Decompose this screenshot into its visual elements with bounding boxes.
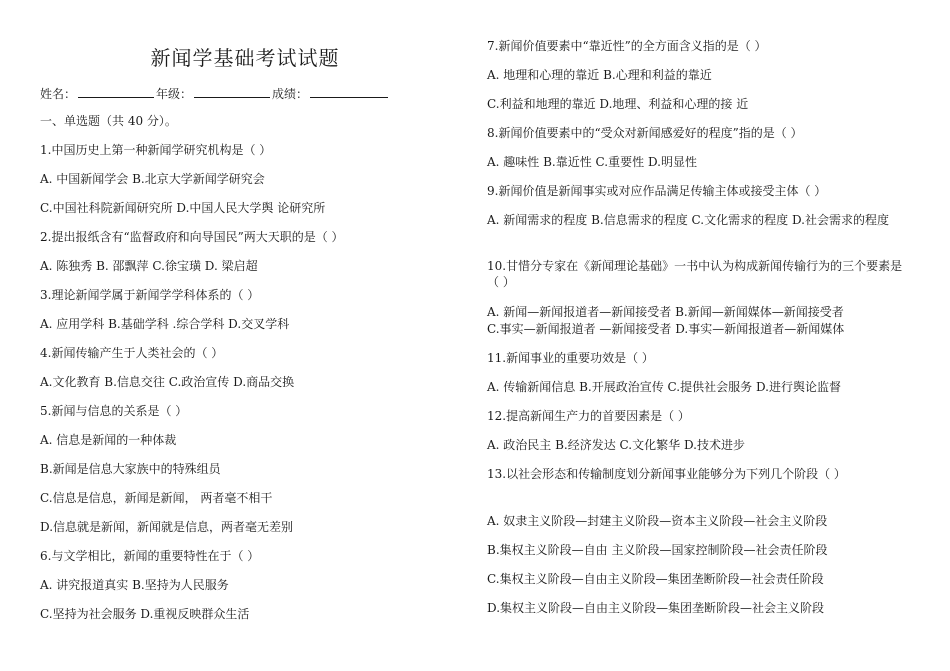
option-line: B.集权主义阶段—自由 主义阶段—国家控制阶段—社会责任阶段 — [487, 543, 828, 557]
option-line: C.信息是信息，新闻是新闻， 两者毫不相干 — [40, 491, 273, 505]
option-line: A. 政治民主 B.经济发达 C.文化繁华 D.技术进步 — [487, 438, 745, 452]
question-line: 8.新闻价值要素中的“受众对新闻感爱好的程度”指的是（ ） — [487, 126, 803, 140]
option-line: A. 讲究报道真实 B.坚持为人民服务 — [40, 578, 229, 592]
option-line: A. 新闻—新闻报道者—新闻接受者 B.新闻—新闻媒体—新闻接受者 — [487, 305, 844, 319]
question-line: 4.新闻传输产生于人类社会的（ ） — [40, 346, 224, 360]
option-line: C.集权主义阶段—自由主义阶段—集团垄断阶段—社会责任阶段 — [487, 572, 824, 586]
option-line: A. 新闻需求的程度 B.信息需求的程度 C.文化需求的程度 D.社会需求的程度 — [487, 213, 889, 227]
question-line: 5.新闻与信息的关系是（ ） — [40, 404, 188, 418]
question-line: 1.中国历史上第一种新闻学研究机构是（ ） — [40, 143, 272, 157]
option-line: A. 陈独秀 B. 邵飘萍 C.徐宝璜 D. 梁启超 — [40, 259, 258, 273]
option-line: C.事实—新闻报道者 —新闻接受者 D.事实—新闻报道者—新闻媒体 — [487, 322, 845, 336]
option-line: B.新闻是信息大家族中的特殊组员 — [40, 462, 221, 476]
grade-label: 年级： — [156, 87, 193, 101]
exam-title: 新闻学基础考试试题 — [150, 46, 340, 70]
question-line: 9.新闻价值是新闻事实或对应作品满足传输主体或接受主体（ ） — [487, 184, 827, 198]
option-line: A. 地理和心理的靠近 B.心理和利益的靠近 — [487, 68, 712, 82]
question-line: 10.甘惜分专家在《新闻理论基础》一书中认为构成新闻传输行为的三个要素是（ ） — [487, 259, 903, 289]
question-line: 7.新闻价值要素中“靠近性”的全方面含义指的是（ ） — [487, 39, 767, 53]
option-line: D.集权主义阶段—自由主义阶段—集团垄断阶段—社会主义阶段 — [487, 601, 825, 615]
question-line: 3.理论新闻学属于新闻学学科体系的（ ） — [40, 288, 260, 302]
question-line: 6.与文学相比，新闻的重要特性在于（ ） — [40, 549, 260, 563]
option-line: A. 信息是新闻的一种体裁 — [40, 433, 177, 447]
option-line: A. 奴隶主义阶段—封建主义阶段—资本主义阶段—社会主义阶段 — [487, 514, 828, 528]
score-blank — [310, 85, 388, 98]
question-line: 12.提高新闻生产力的首要因素是（ ） — [487, 409, 690, 423]
option-line: A. 应用学科 B.基础学科 .综合学科 D.交叉学科 — [40, 317, 290, 331]
student-info-row — [40, 85, 390, 102]
question-line: 2.提出报纸含有“监督政府和向导国民”两大天职的是（ ） — [40, 230, 344, 244]
option-line: C.中国社科院新闻研究所 D.中国人民大学舆 论研究所 — [40, 201, 326, 215]
section-heading: 一、单选题（共 40 分）。 — [40, 114, 177, 128]
name-blank — [78, 85, 154, 98]
question-line: 13.以社会形态和传输制度划分新闻事业能够分为下列几个阶段（ ） — [487, 467, 846, 481]
option-line: D.信息就是新闻，新闻就是信息，两者毫无差别 — [40, 520, 294, 534]
option-line: C.坚持为社会服务 D.重视反映群众生活 — [40, 607, 250, 621]
option-line: A.文化教育 B.信息交往 C.政治宣传 D.商品交换 — [40, 375, 295, 389]
option-line: C.利益和地理的靠近 D.地理、利益和心理的接 近 — [487, 97, 749, 111]
question-line: 11.新闻事业的重要功效是（ ） — [487, 351, 654, 365]
option-line: A. 中国新闻学会 B.北京大学新闻学研究会 — [40, 172, 265, 186]
grade-blank — [194, 85, 270, 98]
name-label: 姓名： — [40, 87, 77, 101]
option-line: A. 趣味性 B.靠近性 C.重要性 D.明显性 — [487, 155, 697, 169]
option-line: A. 传输新闻信息 B.开展政治宣传 C.提供社会服务 D.进行舆论监督 — [487, 380, 841, 394]
score-label: 成绩： — [272, 87, 309, 101]
